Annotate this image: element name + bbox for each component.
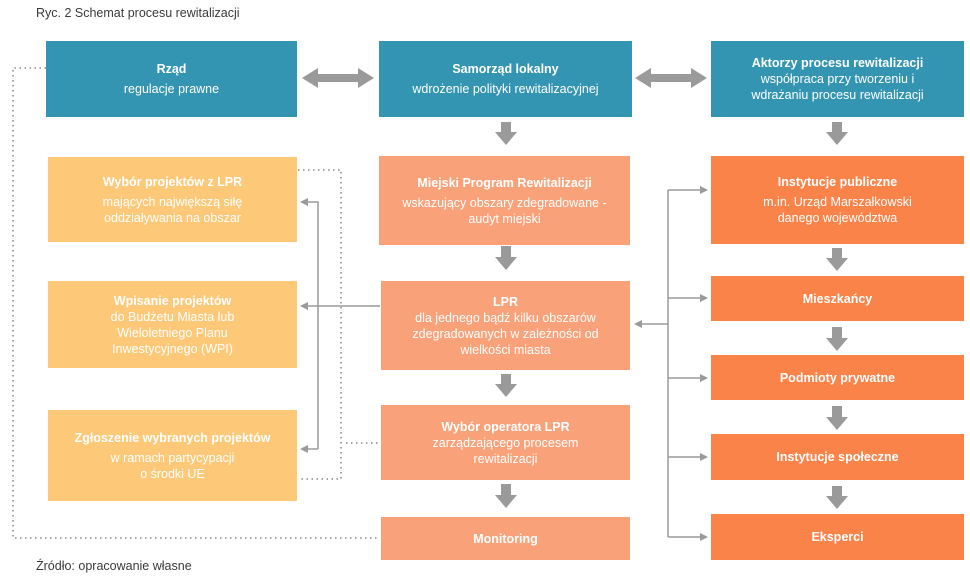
- box-podmioty-prywatne-title: Podmioty prywatne: [779, 370, 896, 385]
- box-wpisanie: [48, 281, 297, 368]
- box-instytucje-publiczne-desc: m.in. Urząd Marszałkowski danego województwa: [763, 195, 912, 225]
- box-mpr-title: Miejski Program Rewitalizacji: [417, 175, 592, 190]
- box-mieszkancy: [711, 276, 964, 321]
- box-eksperci: [711, 514, 964, 560]
- box-monitoring: [381, 517, 630, 560]
- arrow-down-instytucje: [826, 248, 848, 271]
- figure-caption: Ryc. 2 Schemat procesu rewitalizacji: [36, 6, 240, 20]
- box-zgloszenie-title: Zgłoszenie wybranych projektów: [74, 430, 271, 445]
- arrow-down-lpr: [495, 374, 517, 397]
- box-lpr-title: LPR: [493, 294, 518, 309]
- box-operator: [381, 405, 630, 480]
- box-zgloszenie-desc: w ramach partycypacji o środki UE: [110, 450, 235, 481]
- source-note: Źródło: opracowanie własne: [36, 559, 192, 573]
- box-wybor-projektow: [48, 157, 297, 242]
- box-samorzad-desc: wdrożenie polityki rewitalizacyjnej: [412, 82, 599, 96]
- box-instytucje-spoleczne-title: Instytucje społeczne: [776, 450, 899, 464]
- box-wpisanie-title: Wpisanie projektów: [113, 293, 232, 308]
- arrow-down-aktorzy: [826, 122, 848, 145]
- box-aktorzy-desc: współpraca przy tworzeniu i wdrażaniu procesu rewitalizacji: [751, 72, 924, 102]
- box-lpr-desc: dla jednego bądź kilku obszarów zdegradowanych w zależności od wielkości miasta: [412, 310, 599, 357]
- arrow-down-podmioty: [826, 406, 848, 430]
- arrow-down-samorzad: [495, 122, 517, 145]
- box-mpr: [379, 156, 630, 245]
- box-aktorzy: [711, 41, 964, 117]
- box-instytucje-spoleczne: [711, 434, 964, 480]
- actors-to-lpr-lines: [636, 190, 706, 537]
- box-mieszkancy-title: Mieszkańcy: [802, 291, 873, 306]
- arrow-down-operator: [495, 484, 517, 508]
- box-wpisanie-desc: do Budżetu Miasta lub Wieloletniego Planu Inwestycyjnego (WPI): [110, 309, 235, 356]
- box-monitoring-title: Monitoring: [473, 531, 538, 546]
- box-zgloszenie: [48, 410, 297, 501]
- box-podmioty-prywatne: [711, 355, 964, 400]
- arrow-down-spoleczne: [826, 486, 848, 509]
- box-lpr: [381, 281, 630, 370]
- box-operator-desc: zarządzającego procesem rewitalizacji: [432, 435, 579, 466]
- arrow-samorzad-aktorzy: [635, 68, 707, 88]
- box-mpr-desc: wskazujący obszary zdegradowane - audyt miejski: [402, 195, 607, 226]
- lpr-to-projects-lines: [302, 202, 380, 449]
- box-rzad: [46, 41, 297, 117]
- box-operator-title: Wybór operatora LPR: [441, 419, 570, 434]
- box-eksperci-title: Eksperci: [811, 530, 864, 544]
- box-aktorzy-title: Aktorzy procesu rewitalizacji: [751, 56, 924, 70]
- box-wybor-projektow-title: Wybór projektów z LPR: [102, 174, 243, 189]
- arrow-rzad-samorzad: [302, 68, 374, 88]
- box-rzad-desc: regulacje prawne: [123, 82, 220, 96]
- box-rzad-title: Rząd: [156, 62, 187, 76]
- box-wybor-projektow-desc: mających największą siłę oddziaływania na obszar: [102, 194, 243, 225]
- box-instytucje-publiczne: [711, 156, 964, 244]
- arrow-down-mieszkancy: [826, 327, 848, 351]
- box-samorzad: [379, 41, 632, 117]
- box-samorzad-title: Samorząd lokalny: [452, 62, 559, 76]
- arrow-down-mpr: [495, 246, 517, 270]
- box-instytucje-publiczne-title: Instytucje publiczne: [777, 175, 898, 189]
